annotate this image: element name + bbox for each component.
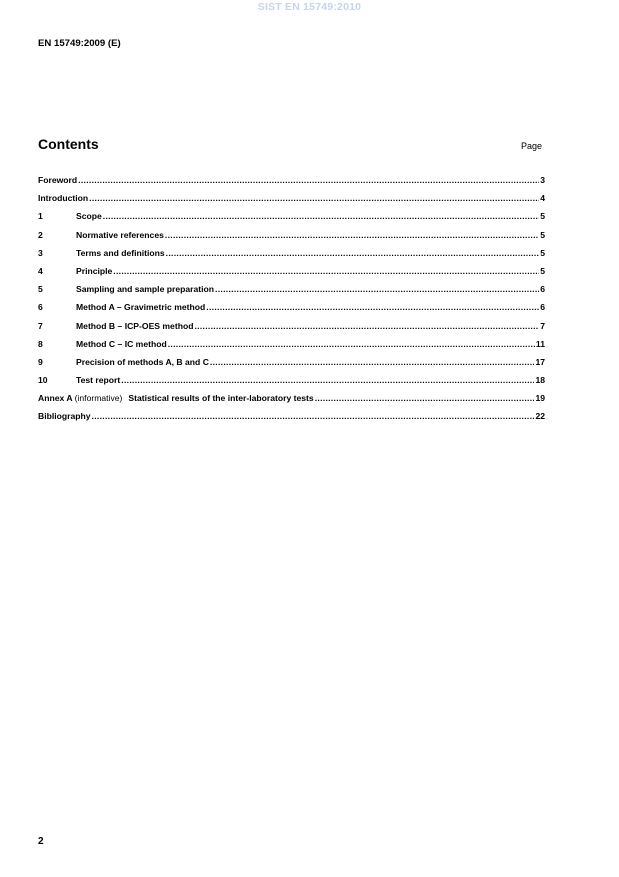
contents-heading: Contents [38, 136, 99, 152]
toc-entry-number: 5 [38, 284, 43, 295]
toc-entry-page: 6 [540, 284, 545, 295]
toc-entry-title: Bibliography [38, 411, 91, 422]
toc-entry-number: 2 [38, 229, 43, 240]
toc-entry-method-c[interactable] [38, 339, 545, 357]
toc-entry-scope[interactable] [38, 211, 545, 229]
toc-entry-title: Test report [76, 375, 121, 386]
toc-entry-page: 6 [540, 302, 545, 313]
toc-entry-annex-a[interactable] [38, 393, 545, 411]
toc-entry-number: 6 [38, 302, 43, 313]
toc-entry-title: Foreword [38, 175, 78, 185]
toc-entry-number: 3 [38, 247, 43, 258]
toc-entry-page: 4 [540, 193, 545, 204]
toc-entry-page: 18 [535, 375, 545, 386]
toc-entry-number: 9 [38, 356, 43, 367]
toc-entry-page: 17 [535, 356, 545, 367]
toc-leader-dots [215, 284, 539, 294]
toc-entry-title: Principle [76, 265, 113, 276]
toc-entry-page: 19 [535, 393, 545, 404]
toc-entry-foreword[interactable] [38, 175, 545, 193]
toc-leader-dots [315, 393, 535, 403]
toc-leader-dots [121, 375, 534, 385]
toc-entry-number: 4 [38, 265, 43, 276]
toc-entry-precision[interactable] [38, 357, 545, 375]
document-id: EN 15749:2009 (E) [38, 38, 121, 49]
toc-entry-title: Scope [76, 211, 102, 222]
toc-entry-number: 1 [38, 211, 43, 222]
toc-entry-title: Introduction [38, 193, 89, 204]
annex-title: Statistical results of the inter-laboratory tests [128, 393, 314, 404]
toc-leader-dots [89, 193, 539, 203]
page-number: 2 [38, 836, 44, 847]
toc-entry-method-a[interactable] [38, 302, 545, 320]
table-of-contents [38, 175, 545, 430]
toc-entry-page: 22 [535, 411, 545, 422]
toc-leader-dots [92, 411, 535, 421]
toc-leader-dots [194, 321, 539, 331]
page-column-label: Page [521, 141, 543, 151]
toc-leader-dots [206, 302, 539, 312]
toc-entry-bibliography[interactable] [38, 411, 545, 429]
toc-entry-terms-and-definitions[interactable] [38, 248, 545, 266]
annex-label: Annex A [38, 393, 73, 404]
toc-entry-page: 5 [540, 247, 545, 258]
toc-entry-introduction[interactable] [38, 193, 545, 211]
toc-entry-page: 5 [540, 211, 545, 222]
toc-leader-dots [103, 211, 539, 221]
toc-leader-dots [166, 248, 540, 258]
toc-entry-test-report[interactable] [38, 375, 545, 393]
watermark-text: SIST EN 15749:2010 [257, 1, 362, 13]
toc-entry-title: Normative references [76, 229, 164, 240]
toc-entry-number: 8 [38, 338, 43, 349]
toc-entry-number: 10 [38, 375, 48, 386]
toc-leader-dots [78, 175, 539, 185]
toc-entry-title: Sampling and sample preparation [76, 284, 215, 295]
toc-entry-method-b[interactable] [38, 321, 545, 339]
toc-entry-page: 11 [535, 338, 545, 349]
toc-entry-title: Method A – Gravimetric method [76, 302, 206, 313]
toc-entry-title: Method C – IC method [76, 338, 167, 349]
toc-entry-title: Terms and definitions [76, 247, 165, 258]
toc-leader-dots [113, 266, 539, 276]
toc-entry-title: Method B – ICP-OES method [76, 320, 194, 331]
toc-entry-sampling[interactable] [38, 284, 545, 302]
toc-entry-page: 7 [540, 320, 545, 331]
toc-entry-title [38, 393, 314, 403]
toc-entry-normative-references[interactable] [38, 230, 545, 248]
toc-entry-page: 3 [540, 175, 545, 185]
toc-leader-dots [210, 357, 535, 367]
toc-entry-page: 5 [540, 265, 545, 276]
annex-qualifier: (informative) [74, 393, 123, 404]
toc-entry-page: 5 [540, 229, 545, 240]
toc-leader-dots [165, 230, 539, 240]
toc-entry-principle[interactable] [38, 266, 545, 284]
toc-entry-number: 7 [38, 320, 43, 331]
toc-leader-dots [168, 339, 535, 349]
toc-entry-title: Precision of methods A, B and C [76, 356, 209, 367]
